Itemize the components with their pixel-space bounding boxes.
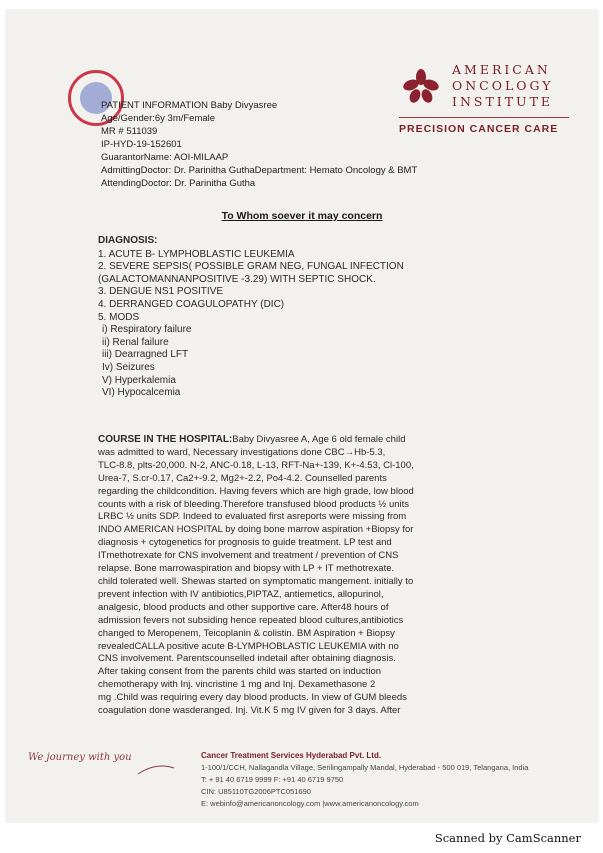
diagnosis-item: (GALACTOMANNANPOSITIVE -3.29) WITH SEPTIC SHOCK. — [98, 273, 376, 285]
patient-line: MR # 511039 — [101, 126, 158, 137]
course-line: TLC-8.8, plts-20,000. N-2, ANC-0.18, L-13, RFT-Na+-139, K+-4.53, Cl-100, — [98, 459, 414, 471]
brand-divider — [399, 117, 569, 118]
course-line: prevent infection with IV antibiotics,PIPTAZ, antiemetics, allopurinol, — [98, 588, 384, 600]
patient-line: GuarantorName: AOI-MILAAP — [101, 152, 229, 163]
company-name: Cancer Treatment Services Hyderabad Pvt. Ltd. — [201, 751, 382, 760]
course-line: regarding the childcondition. Having fevers which are high grade, low blood — [98, 485, 414, 497]
patient-line: AttendingDoctor: Dr. Parinitha Gutha — [101, 178, 256, 189]
course-line: diagnosis + cytogenetics for prognosis to guide treatment. LP test and — [98, 537, 392, 549]
course-line: ITmethotrexate for CNS involvement and treatment / prevention of CNS — [98, 550, 399, 562]
course-line: counts with a risk of bleeding.Therefore transfused blood products ½ units — [98, 498, 410, 510]
diagnosis-section — [98, 235, 404, 400]
diagnosis-item: 5. MODS — [98, 311, 140, 323]
course-line: child tolerated well. Shewas started on symptomatic mangement. initially to — [98, 575, 414, 587]
course-line: relapse. Bone marrowaspiration and biopsy with LP + IT methotrexate. — [98, 563, 395, 575]
brand-tagline: PRECISION CANCER CARE — [399, 123, 559, 135]
course-heading: COURSE IN THE HOSPITAL: — [98, 434, 233, 445]
company-phone: T: + 91 40 6719 9999 F: +91 40 6719 9750 — [201, 775, 344, 784]
course-intro: Baby Divyasree A, Age 6 old female child — [232, 434, 406, 445]
course-section — [98, 434, 568, 718]
diagnosis-subitem: i) Respiratory failure — [102, 324, 192, 336]
patient-line: IP-HYD-19-152601 — [101, 139, 182, 150]
letter-page — [6, 10, 598, 822]
brand-line: INSTITUTE — [452, 94, 554, 109]
scanner-watermark: Scanned by CamScanner — [434, 831, 581, 845]
diagnosis-item: 1. ACUTE B- LYMPHOBLASTIC LEUKEMIA — [98, 248, 295, 260]
course-line: LRBC ½ units SDP. Indeed to evaluated first asreports were missing from — [98, 511, 407, 523]
course-line: revealedCALLA positive acute B-LYMPHOBLASTIC LEUKEMIA with no — [98, 640, 399, 652]
diagnosis-subitem: V) Hyperkalemia — [102, 374, 176, 386]
company-email: E: webinfo@americanoncology.com |www.americanoncology.com — [201, 799, 419, 808]
course-line: Urea-7, S.cr-0.17, Ca2+-9.2, Mg2+-2.2, Po4-4.2. Counselled parents — [98, 472, 387, 484]
diagnosis-item: 2. SEVERE SEPSIS( POSSIBLE GRAM NEG, FUNGAL INFECTION — [98, 261, 404, 273]
footer-swoosh — [136, 760, 176, 780]
patient-line: Age/Gender:6y 3m/Female — [101, 113, 216, 124]
course-line: After taking consent from the parents child was started on induction — [98, 666, 382, 678]
diagnosis-item: 4. DERRANGED COAGULOPATHY (DIC) — [98, 298, 285, 310]
course-line: coagulation done wasderanged. Inj. Vit.K 5 mg IV given for 3 days. After — [98, 705, 401, 717]
brand-line: AMERICAN — [452, 62, 551, 77]
course-line: changed to Meropenem, Teicoplanin & colistin. BM Aspiration + Biopsy — [98, 627, 395, 639]
patient-line: AdmittingDoctor: Dr. Parinitha GuthaDepartment: Hemato Oncology & BMT — [101, 165, 418, 176]
footer-company — [201, 750, 528, 810]
diagnosis-heading: DIAGNOSIS: — [98, 235, 158, 246]
diagnosis-subitem: VI) Hypocalcemia — [102, 387, 181, 399]
course-line: mg .Child was requiring every day blood products. In view of GUM bleeds — [98, 692, 407, 704]
course-first-line — [98, 434, 568, 447]
diagnosis-item: 3. DENGUE NS1 POSITIVE — [98, 286, 224, 298]
diagnosis-subitem: Iv) Seizures — [102, 361, 155, 373]
letter-title: To Whom soever it may concern — [221, 210, 383, 222]
course-line: admission fevers not subsiding hence repeated blood cultures,antibiotics — [98, 614, 404, 626]
course-line: chemotherapy with Inj. vincristine 1 mg and Inj. Dexamethasone 2 — [98, 679, 376, 691]
brand-line: ONCOLOGY — [452, 78, 554, 93]
footer-slogan: We journey with you — [28, 752, 132, 763]
diagnosis-subitem: iii) Dearragned LFT — [102, 349, 189, 361]
patient-line: PATIENT INFORMATION Baby Divyasree — [101, 100, 278, 111]
diagnosis-subitem: ii) Renal failure — [102, 336, 169, 348]
course-line: CNS involvement. Parentscounselled indetail after obtaining diagnosis. — [98, 653, 396, 665]
company-address: 1-100/1/CCH, Nallagandla Village, Serilingampally Mandal, Hyderabad - 500 019, Telangana, India — [201, 763, 529, 772]
company-cin: CIN: U85110TG2006PTC051690 — [201, 787, 311, 796]
course-line: analgesic, blood products and other supportive care. After48 hours of — [98, 601, 389, 613]
patient-info — [101, 99, 417, 190]
course-line: was admitted to ward, Necessary investigations done CBC→Hb-5.3, — [98, 446, 386, 458]
brand-name — [452, 62, 582, 110]
course-line: INDO AMERICAN HOSPITAL by doing bone marrow aspiration +Biopsy for — [98, 524, 414, 536]
